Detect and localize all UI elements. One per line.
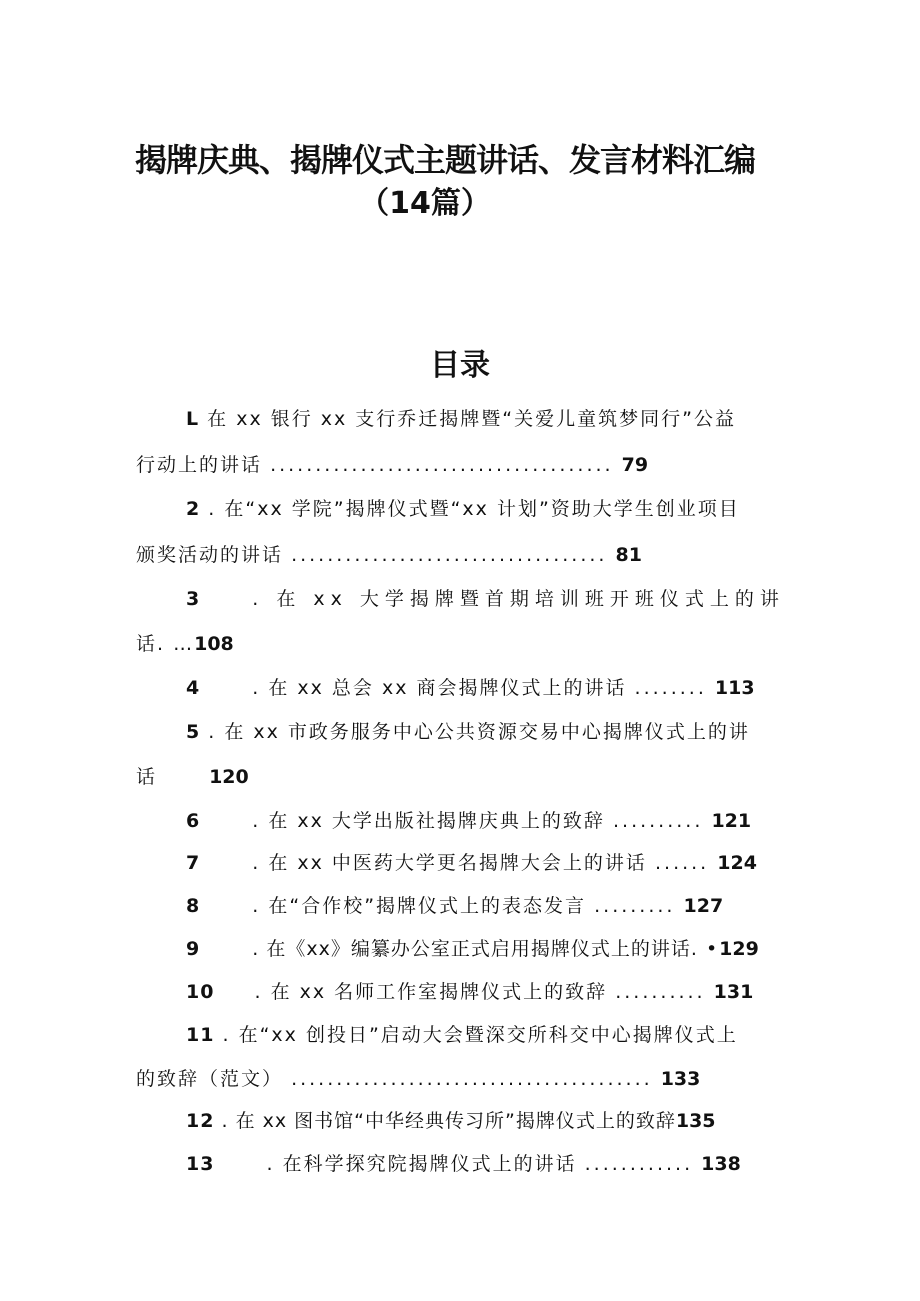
toc-leader-dots: ...................................: [291, 544, 608, 566]
document-subtitle: （14篇）: [359, 186, 491, 221]
toc-entry-title-cont: 颁奖活动的讲话: [136, 544, 284, 566]
toc-entry-title-cont: 的致辞（范文）: [136, 1068, 284, 1090]
toc-entry-title: . 在 xx 大学揭牌暨首期培训班开班仪式上的讲: [252, 588, 785, 610]
toc-entry-title-cont: 行动上的讲话: [136, 454, 263, 476]
toc-entry-6[interactable]: [186, 808, 751, 834]
toc-entry-number: 10: [186, 981, 215, 1003]
toc-leader-dots: ............: [584, 1153, 694, 1175]
toc-entry-title: . 在《xx》编纂办公室正式启用揭牌仪式上的讲话.: [252, 938, 698, 960]
toc-entry-8[interactable]: [186, 893, 723, 919]
toc-entry-7[interactable]: [186, 850, 757, 876]
toc-entry-1-cont[interactable]: [136, 452, 648, 478]
toc-page-number: 133: [660, 1068, 701, 1090]
toc-entry-number: 12: [186, 1110, 215, 1132]
toc-entry-2-cont[interactable]: [136, 542, 642, 568]
toc-entry-number: 4: [186, 677, 201, 699]
toc-page-number: 131: [713, 981, 754, 1003]
toc-page-number: 129: [719, 938, 759, 960]
toc-entry-number: 7: [186, 852, 201, 874]
toc-entry-title-cont: 话. …: [136, 633, 195, 655]
toc-entry-title: 在 xx 银行 xx 支行乔迁揭牌暨“关爱儿童筑梦同行”公益: [207, 408, 736, 430]
toc-entry-9[interactable]: [186, 936, 759, 962]
toc-page-number: 138: [701, 1153, 741, 1175]
toc-entry-number: 9: [186, 938, 201, 960]
toc-page-number: 120: [209, 766, 249, 788]
toc-entry-13[interactable]: [186, 1151, 741, 1177]
toc-entry-title: . 在科学探究院揭牌仪式上的讲话: [266, 1153, 577, 1175]
toc-entry-10[interactable]: [186, 979, 753, 1005]
toc-entry-3[interactable]: [186, 586, 785, 612]
toc-leader-dots: ........................................: [291, 1068, 653, 1090]
toc-entry-3-cont[interactable]: [136, 631, 234, 657]
toc-leader-dots: ........: [634, 677, 707, 699]
toc-page-number: 124: [717, 852, 757, 874]
toc-entry-number: L: [186, 408, 200, 430]
toc-entry-number: 6: [186, 810, 201, 832]
toc-leader-dots: .........: [594, 895, 676, 917]
toc-entry-number: 2: [186, 498, 201, 520]
toc-entry-number: 3: [186, 588, 201, 610]
document-title: 揭牌庆典、揭牌仪式主题讲话、发言材料汇编: [134, 141, 755, 179]
toc-page-number: 113: [714, 677, 755, 699]
toc-leader-dots: ..........: [615, 981, 706, 1003]
toc-page-number: 108: [194, 633, 234, 655]
toc-entry-title: . 在“合作校”揭牌仪式上的表态发言: [252, 895, 587, 917]
toc-entry-title: . 在 xx 图书馆“中华经典传习所”揭牌仪式上的致辞: [221, 1110, 676, 1132]
toc-entry-title: . 在 xx 总会 xx 商会揭牌仪式上的讲话: [252, 677, 627, 699]
toc-entry-title: . 在“xx 创投日”启动大会暨深交所科交中心揭牌仪式上: [222, 1024, 738, 1046]
toc-entry-title: . 在 xx 市政务服务中心公共资源交易中心揭牌仪式上的讲: [208, 721, 750, 743]
toc-entry-1[interactable]: [186, 406, 736, 432]
toc-page-number: 121: [711, 810, 752, 832]
toc-entry-title: . 在“xx 学院”揭牌仪式暨“xx 计划”资助大学生创业项目: [208, 498, 740, 520]
toc-entry-title: . 在 xx 中医药大学更名揭牌大会上的讲话: [252, 852, 647, 874]
toc-page-number: 81: [615, 544, 642, 566]
toc-entry-number: 5: [186, 721, 201, 743]
toc-entry-5[interactable]: [186, 719, 750, 745]
toc-entry-title: . 在 xx 大学出版社揭牌庆典上的致辞: [252, 810, 605, 832]
toc-entry-12[interactable]: [186, 1108, 716, 1134]
toc-entry-4[interactable]: [186, 675, 755, 701]
toc-entry-title: . 在 xx 名师工作室揭牌仪式上的致辞: [254, 981, 608, 1003]
toc-leader-dots: •: [705, 938, 720, 960]
toc-entry-11[interactable]: [186, 1022, 738, 1048]
toc-heading: 目录: [430, 348, 490, 383]
toc-page-number: 127: [683, 895, 724, 917]
toc-entry-11-cont[interactable]: [136, 1066, 700, 1092]
toc-entry-5-cont[interactable]: [136, 764, 249, 790]
toc-entry-number: 8: [186, 895, 201, 917]
toc-entry-number: 11: [186, 1024, 215, 1046]
toc-page-number: 79: [621, 454, 649, 476]
toc-page-number: 135: [675, 1110, 716, 1132]
toc-leader-dots: ..........: [612, 810, 704, 832]
toc-entry-number: 13: [186, 1153, 215, 1175]
toc-leader-dots: ......: [654, 852, 710, 874]
toc-entry-2[interactable]: [186, 496, 740, 522]
toc-entry-title-cont: 话: [136, 766, 158, 788]
toc-leader-dots: ......................................: [270, 454, 614, 476]
